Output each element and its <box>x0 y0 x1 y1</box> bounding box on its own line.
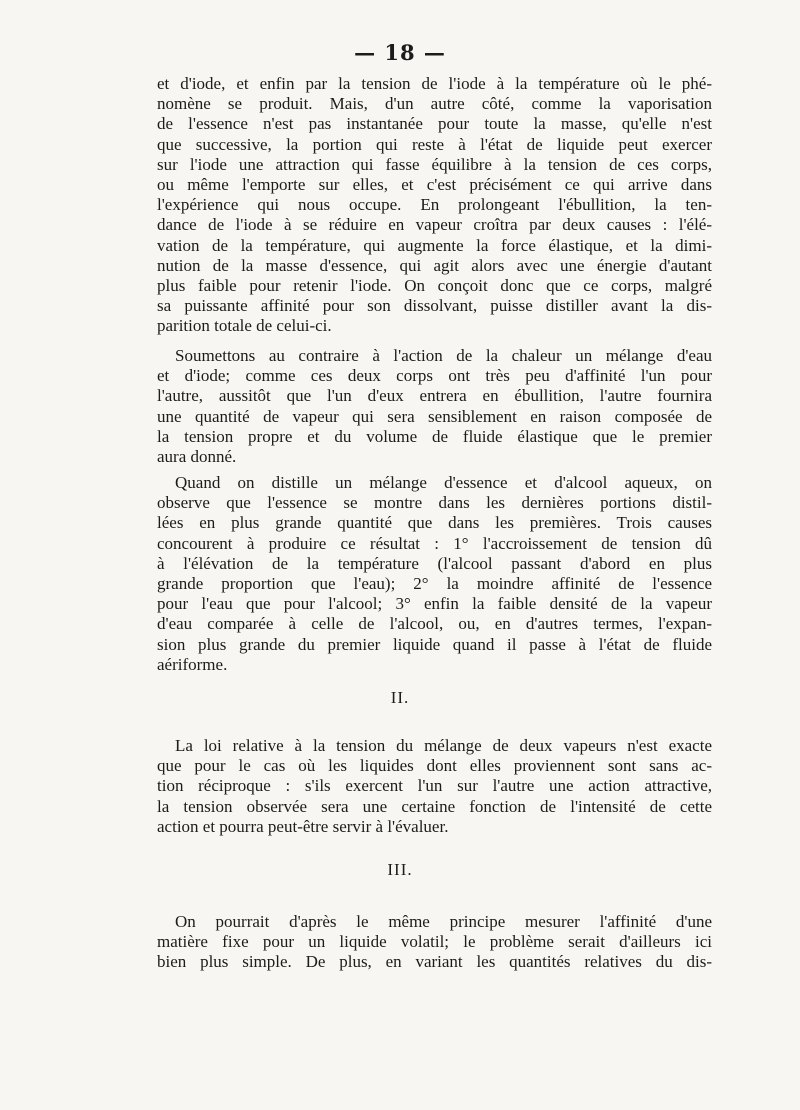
text-line: à l'élévation de la température (l'alcool passant d'abord en plus <box>157 553 712 573</box>
text-line: que pour le cas où les liquides dont elles proviennent sont sans ac- <box>157 756 712 776</box>
text-line: la tension observée sera une certaine fonction de l'intensité de cette <box>157 796 712 816</box>
section-heading-ii: II. <box>390 688 410 707</box>
paragraph-4 <box>157 736 712 837</box>
section-heading-iii: III. <box>387 860 413 879</box>
text-line: aériforme. <box>157 654 228 674</box>
text-line: sion plus grande du premier liquide quand il passe à l'état de fluide <box>157 634 712 654</box>
text-line: sa puissante affinité pour son dissolvant, puisse distiller avant la dis- <box>157 296 712 316</box>
text-line: vation de la température, qui augmente la force élastique, et la dimi- <box>157 235 712 255</box>
text-line: l'expérience qui nous occupe. En prolongeant l'ébullition, la ten- <box>157 195 712 215</box>
paragraph-3 <box>157 473 712 675</box>
text-line: lées en plus grande quantité que dans les premières. Trois causes <box>157 513 712 533</box>
text-line: sur l'iode une attraction qui fasse équilibre à la tension de ces corps, <box>157 154 712 174</box>
text-line: On pourrait d'après le même principe mesurer l'affinité d'une <box>175 912 712 931</box>
text-line: pour l'eau que pour l'alcool; 3° enfin la faible densité de la vapeur <box>157 594 712 614</box>
paragraph-5 <box>157 912 712 973</box>
text-line: que successive, la portion qui reste à l'état de liquide peut exercer <box>157 134 712 154</box>
text-line: aura donné. <box>157 446 237 466</box>
text-line: et d'iode, et enfin par la tension de l'iode à la température où le phé- <box>157 74 712 93</box>
text-line: matière fixe pour un liquide volatil; le problème serait d'ailleurs ici <box>157 932 712 952</box>
text-line: une quantité de vapeur qui sera sensiblement en raison composée de <box>157 406 712 426</box>
text-line: de l'essence n'est pas instantanée pour toute la masse, qu'elle n'est <box>157 114 712 134</box>
text-line: concourent à produire ce résultat : 1° l'accroissement de tension dû <box>157 533 712 553</box>
text-line: bien plus simple. De plus, en variant les quantités relatives du dis- <box>157 952 712 972</box>
text-line: dance de l'iode à se réduire en vapeur croîtra par deux causes : l'élé- <box>157 215 712 235</box>
text-line: la tension propre et du volume de fluide élastique que le premier <box>157 426 712 446</box>
text-line: et d'iode; comme ces deux corps ont très peu d'affinité l'un pour <box>157 366 712 386</box>
text-line: nomène se produit. Mais, d'un autre côté, comme la vaporisation <box>157 94 712 114</box>
text-line: l'autre, aussitôt que l'un d'eux entrera en ébullition, l'autre fournira <box>157 386 712 406</box>
text-line: action et pourra peut-être servir à l'évaluer. <box>157 816 449 836</box>
text-line: nution de la masse d'essence, qui agit alors avec une énergie d'autant <box>157 255 712 275</box>
text-line: ou même l'emporte sur elles, et c'est précisément ce qui arrive dans <box>157 174 712 194</box>
text-line: d'eau comparée à celle de l'alcool, ou, en d'autres termes, l'expan- <box>157 614 712 634</box>
text-line: plus faible pour retenir l'iode. On conçoit donc que ce corps, malgré <box>157 275 712 295</box>
text-line: grande proportion que l'eau); 2° la moindre affinité de l'essence <box>157 573 712 593</box>
text-line: La loi relative à la tension du mélange de deux vapeurs n'est exacte <box>175 736 712 755</box>
text-line: observe que l'essence se montre dans les dernières portions distil- <box>157 493 712 513</box>
text-line: Quand on distille un mélange d'essence et d'alcool aqueux, on <box>175 473 712 492</box>
text-line: Soumettons au contraire à l'action de la chaleur un mélange d'eau <box>175 346 712 365</box>
paragraph-1 <box>157 74 712 336</box>
text-line: parition totale de celui-ci. <box>157 316 332 336</box>
page-number: — 18 — <box>354 40 446 65</box>
text-line: tion réciproque : s'ils exercent l'un sur l'autre une action attractive, <box>157 776 712 796</box>
paragraph-2 <box>157 346 712 467</box>
